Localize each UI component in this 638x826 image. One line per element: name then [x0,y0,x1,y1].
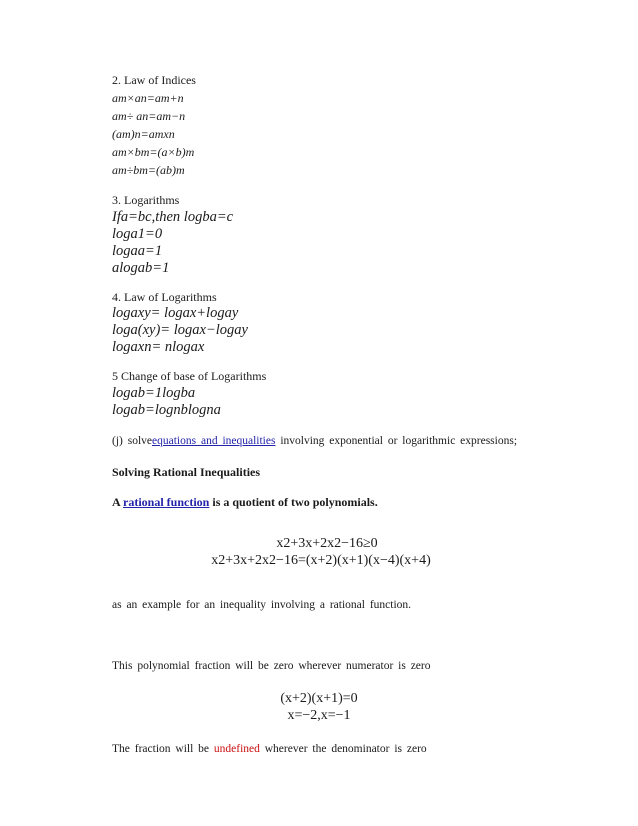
indices-rule-2: am÷ an=am−n [112,109,186,123]
indices-rule-5: am÷bm=(ab)m [112,163,185,177]
objective-suffix: involving exponential or logarithmic expressions; [275,435,518,447]
log-law-3: logaxn= nlogax [112,339,205,355]
log-law-1: logaxy= logax+logay [112,305,239,321]
equations-inequalities-link[interactable]: equations and inequalities [152,435,276,447]
rational-inequalities-heading: Solving Rational Inequalities [112,465,261,479]
example-text: as an example for an inequality involving a rational function. [112,599,412,611]
change-of-base-heading: 5 Change of base of Logarithms [112,369,267,383]
log-definition: Ifa=bc,then logba=c [112,209,234,225]
objective-paragraph [112,436,517,448]
numerator-equation: (x+2)(x+1)=0 [280,691,358,706]
log-rule-3: alogab=1 [112,260,170,276]
inequality-equation: x2+3x+2x2−16≥0 [276,536,378,551]
rational-definition [112,496,378,508]
factored-equation: x2+3x+2x2−16=(x+2)(x+1)(x−4)(x+4) [211,553,431,568]
law-of-indices-heading: 2. Law of Indices [112,73,196,87]
log-rule-1: loga1=0 [112,226,163,242]
rational-def-prefix: A [112,495,124,509]
logarithms-heading: 3. Logarithms [112,193,180,207]
undefined-suffix: wherever the denominator is zero [259,743,427,755]
change-of-base-2: logab=lognblogna [112,402,221,418]
numerator-roots: x=−2,x=−1 [287,708,351,723]
log-law-2: loga(xy)= logax−logay [112,322,248,338]
objective-prefix: (j) solve [112,435,153,447]
undefined-prefix: The fraction will be [112,743,214,755]
log-rule-2: logaa=1 [112,243,163,259]
indices-rule-1: am×an=am+n [112,91,184,105]
undefined-text [112,744,427,756]
undefined-highlight: undefined [213,743,260,755]
rational-function-link[interactable]: rational function [123,495,210,509]
change-of-base-1: logab=1logba [112,385,196,401]
numerator-zero-text: This polynomial fraction will be zero wherever numerator is zero [112,660,431,672]
indices-rule-3: (am)n=amxn [112,127,175,141]
indices-rule-4: am×bm=(a×b)m [112,145,195,159]
rational-def-suffix: is a quotient of two polynomials. [209,495,378,509]
law-of-logarithms-heading: 4. Law of Logarithms [112,290,217,304]
